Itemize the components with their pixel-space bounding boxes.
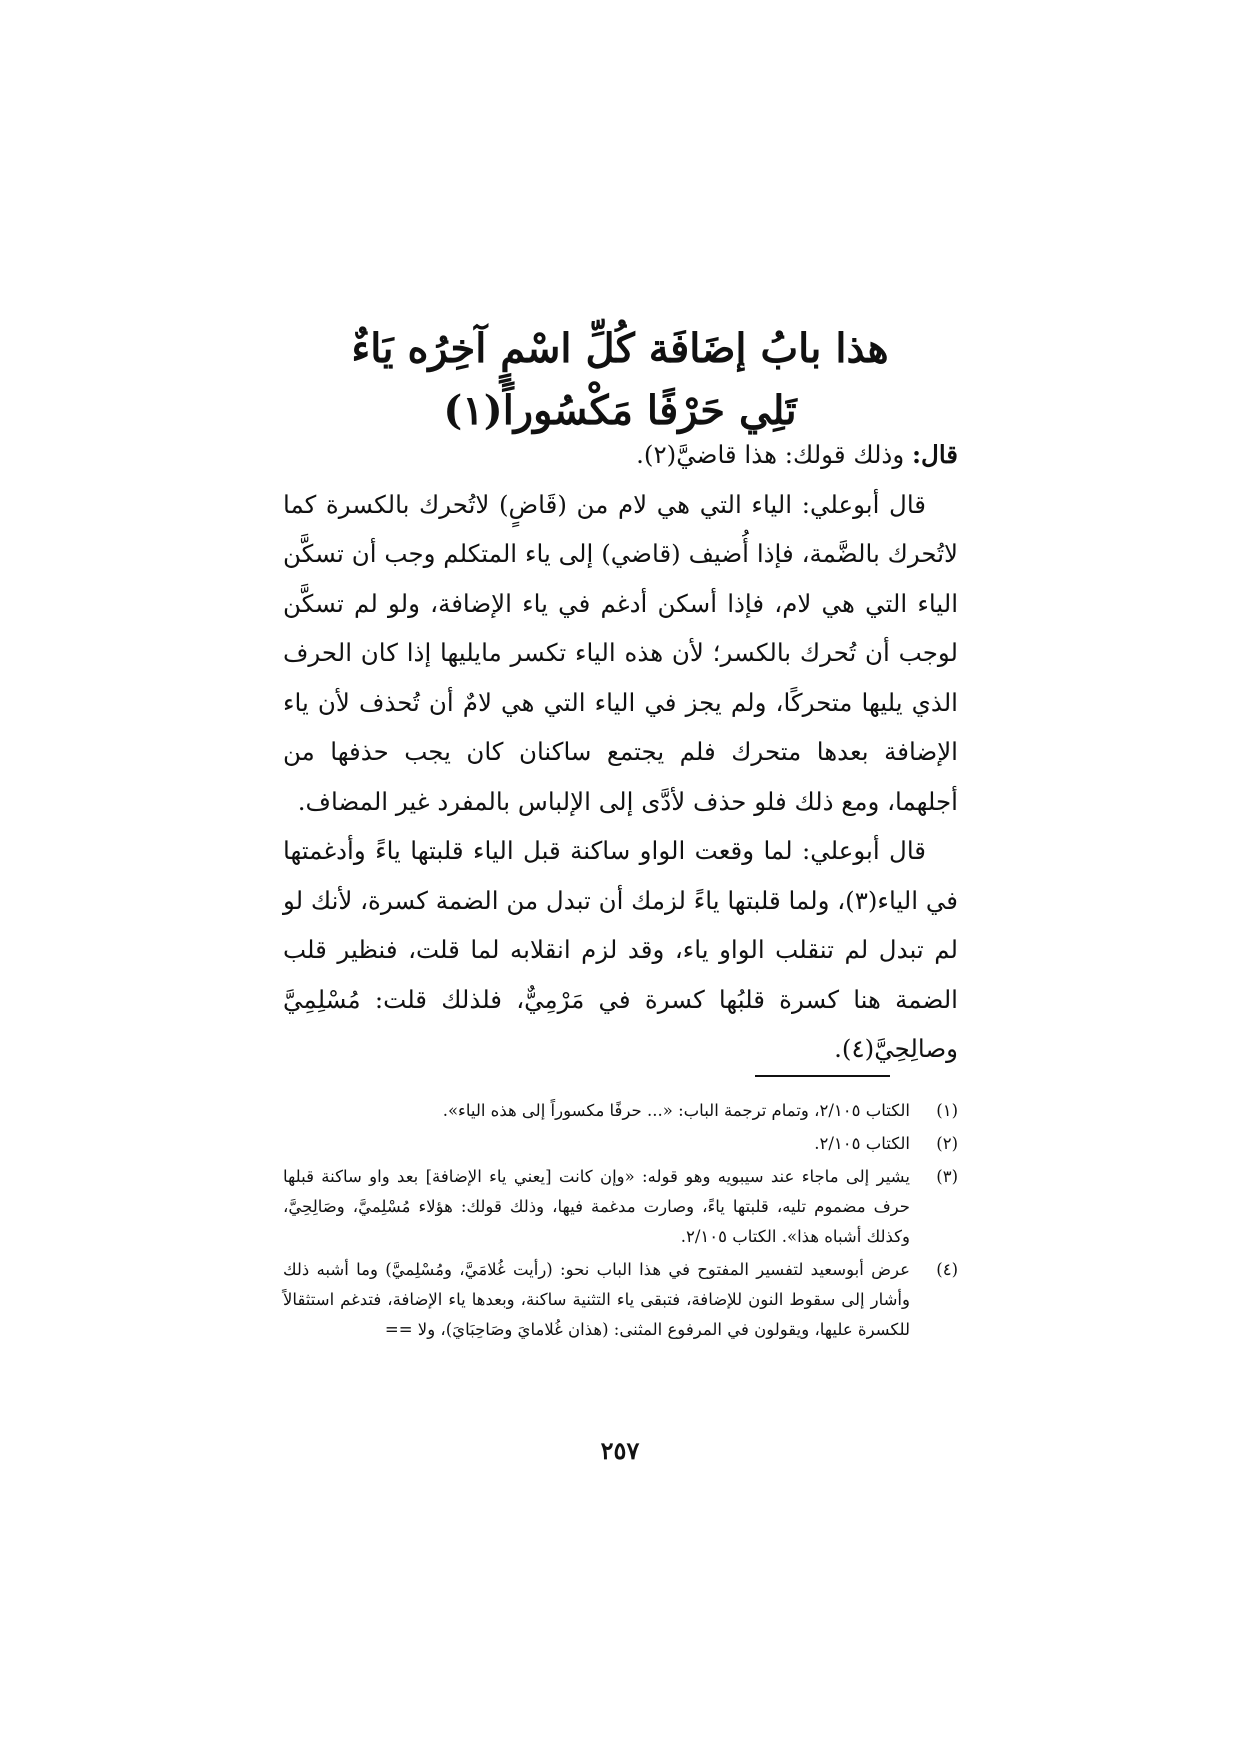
main-text <box>283 430 958 1074</box>
footnote-text: الكتاب ٢/١٠٥. <box>814 1134 910 1153</box>
paragraph-3: قال أبوعلي: لما وقعت الواو ساكنة قبل الياء قلبتها ياءً وأدغمتها في الياء(٣)، ولما قلبتها ياءً لزمك أن تبدل من الضمة كسرة، لأنك لو لم تبدل لم تنقلب الواو ياء، وقد لزم انقلابه لما قلت، فنظير قلب الضمة هنا كسرة قلبُها كسرة في مَرْمِيٌّ، فلذلك قلت: مُسْلِمِيَّ وصالِحِيَّ(٤). <box>283 836 958 1063</box>
footnote-4 <box>283 1255 958 1345</box>
footnote-2 <box>283 1129 958 1159</box>
paragraph-2: قال أبوعلي: الياء التي هي لام من (قَاضٍ) لاتُحرك بالكسرة كما لاتُحرك بالضَّمة، فإذا أُضيف (قاضي) إلى ياء المتكلم وجب أن تسكَّن الياء التي هي لام، فإذا أسكن أدغم في ياء الإضافة، ولو لم تسكَّن لوجب أن تُحرك بالكسر؛ لأن هذه الياء تكسر مايليها إذا كان الحرف الذي يليها متحركًا، ولم يجز في الياء التي هي لامٌ أن تُحذف لأن ياء الإضافة بعدها متحرك فلم يجتمع ساكنان كان يجب حذفها من أجلهما، ومع ذلك فلو حذف لأدَّى إلى الإلباس بالمفرد غير المضاف. <box>283 489 958 816</box>
footnote-separator <box>755 1075 890 1077</box>
footnote-number: (٣) <box>936 1167 958 1186</box>
paragraph-1-opener: قال: <box>911 440 958 469</box>
footnote-number: (٢) <box>936 1134 958 1153</box>
footnote-text: يشير إلى ماجاء عند سيبويه وهو قوله: «وإن كانت [يعني ياء الإضافة] بعد واو ساكنة قبلها حرف مضموم تليه، قلبتها ياءً، وصارت مدغمة فيها، وذلك قولك: هؤلاء مُسْلِميَّ، وصَالِحِيَّ، وكذلك أشباه هذا». الكتاب ٢/١٠٥. <box>283 1167 910 1246</box>
footnote-text: عرض أبوسعيد لتفسير المفتوح في هذا الباب نحو: (رأيت غُلامَيَّ، ومُسْلِميَّ) وما أشبه ذلك وأشار إلى سقوط النون للإضافة، فتبقى ياء التثنية ساكنة، وبعدها ياء الإضافة، فتدغم استثقالاً للكسرة عليها، ويقولون في المرفوع المثنى: (هذان غُلامايَ وصَاحِبَايَ)، ولا == <box>283 1260 910 1339</box>
footnotes <box>283 1096 958 1348</box>
paragraph-1-text: وذلك قولك: هذا قاضيَّ(٢). <box>636 440 912 469</box>
footnote-text: الكتاب ٢/١٠٥، وتمام ترجمة الباب: «... حرفًا مكسوراً إلى هذه الياء». <box>442 1101 910 1120</box>
footnote-number: (١) <box>936 1101 958 1120</box>
chapter-title-line-2: تَلِي حَرْفًا مَكْسُوراً(١) <box>443 387 797 434</box>
footnote-1 <box>283 1096 958 1126</box>
footnote-number: (٤) <box>936 1260 958 1279</box>
chapter-title-line-1: هذا بابُ إضَافَة كُلِّ اسْمٍ آخِرُه يَاءٌ <box>351 325 889 372</box>
paragraph-1 <box>283 430 958 480</box>
footnote-3 <box>283 1162 958 1252</box>
chapter-title <box>270 318 970 442</box>
page-number: ٢٥٧ <box>600 1436 640 1465</box>
